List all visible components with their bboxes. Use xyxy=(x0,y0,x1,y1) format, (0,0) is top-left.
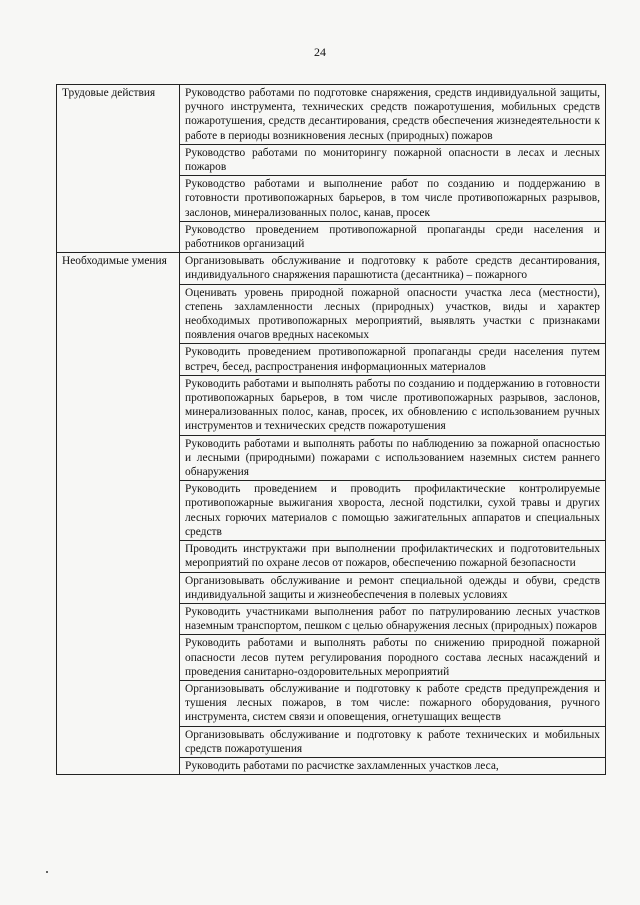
page-number: 24 xyxy=(314,45,326,59)
table-row xyxy=(57,85,606,145)
table-cell: Оценивать уровень природной пожарной опасности участка леса (местности), степень захламленности лесных (природных) участков, виды и характер необходимых противопожарных мероприятий, выявлять участки с признаками появления очагов вредных насекомых xyxy=(180,284,606,344)
table-cell: Руководство работами и выполнение работ по созданию и поддержанию в готовности противопожарных барьеров, в том числе противопожарных разрывов, заслонов, минерализованных полос, канав, просек xyxy=(180,176,606,222)
table-cell: Организовывать обслуживание и подготовку к работе технических и мобильных средств пожаротушения xyxy=(180,726,606,757)
table-cell: Организовывать обслуживание и подготовку к работе средств предупреждения и тушения лесных пожаров, в том числе: пожарного оборудования, ручного инструмента, систем связи и оповещения, огнетушащих веществ xyxy=(180,680,606,726)
table-cell: Руководить проведением и проводить профилактические контролируемые противопожарные выжигания хвороста, лесной подстилки, сухой травы и других лесных горючих материалов с помощью зажигательных аппаратов и специальных средств xyxy=(180,481,606,541)
table-cell: Руководство проведением противопожарной пропаганды среди населения и работников организаций xyxy=(180,221,606,252)
table-cell: Руководить работами и выполнять работы по снижению природной пожарной опасности лесов путем регулирования породного состава лесных насаждений и проведения санитарно-оздоровительных мероприятий xyxy=(180,635,606,681)
section-label-labor-actions: Трудовые действия xyxy=(57,85,180,253)
table-row xyxy=(57,253,606,284)
table-cell: Руководить работами и выполнять работы по наблюдению за пожарной опасностью и лесными (природными) пожарами с использованием наземных систем раннего обнаружения xyxy=(180,435,606,481)
table-cell: Руководство работами по мониторингу пожарной опасности в лесах и лесных пожаров xyxy=(180,144,606,175)
table-cell: Руководить проведением противопожарной пропаганды среди населения путем встреч, бесед, распространения информационных материалов xyxy=(180,344,606,375)
table-cell: Руководство работами по подготовке снаряжения, средств индивидуальной защиты, ручного инструмента, технических средств пожаротушения, мобильных средств пожаротушения, средств десантирования, средств обеспечения жизнедеятельности к работе в периоды возникновения лесных (природных) пожаров xyxy=(180,85,606,145)
competency-table xyxy=(56,84,606,775)
table-cell: Руководить участниками выполнения работ по патрулированию лесных участков наземным транспортом, пешком с целью обнаружения лесных (природных) пожаров xyxy=(180,603,606,634)
table-cell: Организовывать обслуживание и ремонт специальной одежды и обуви, средств индивидуальной защиты и жизнеобеспечения в полевых условиях xyxy=(180,572,606,603)
scan-speck xyxy=(46,871,48,873)
section-label-required-skills: Необходимые умения xyxy=(57,253,180,775)
table-cell: Проводить инструктажи при выполнении профилактических и подготовительных мероприятий по охране лесов от пожаров, обеспечению пожарной безопасности xyxy=(180,541,606,572)
table-cell: Руководить работами по расчистке захламленных участков леса, xyxy=(180,757,606,774)
table-cell: Руководить работами и выполнять работы по созданию и поддержанию в готовности противопожарных барьеров, в том числе противопожарных разрывов, заслонов, минерализованных полос, канав, просек, их обновлению с использованием ручных инструментов и технических средств пожаротушения xyxy=(180,375,606,435)
table-cell: Организовывать обслуживание и подготовку к работе средств десантирования, индивидуального снаряжения парашютиста (десантника) – пожарного xyxy=(180,253,606,284)
